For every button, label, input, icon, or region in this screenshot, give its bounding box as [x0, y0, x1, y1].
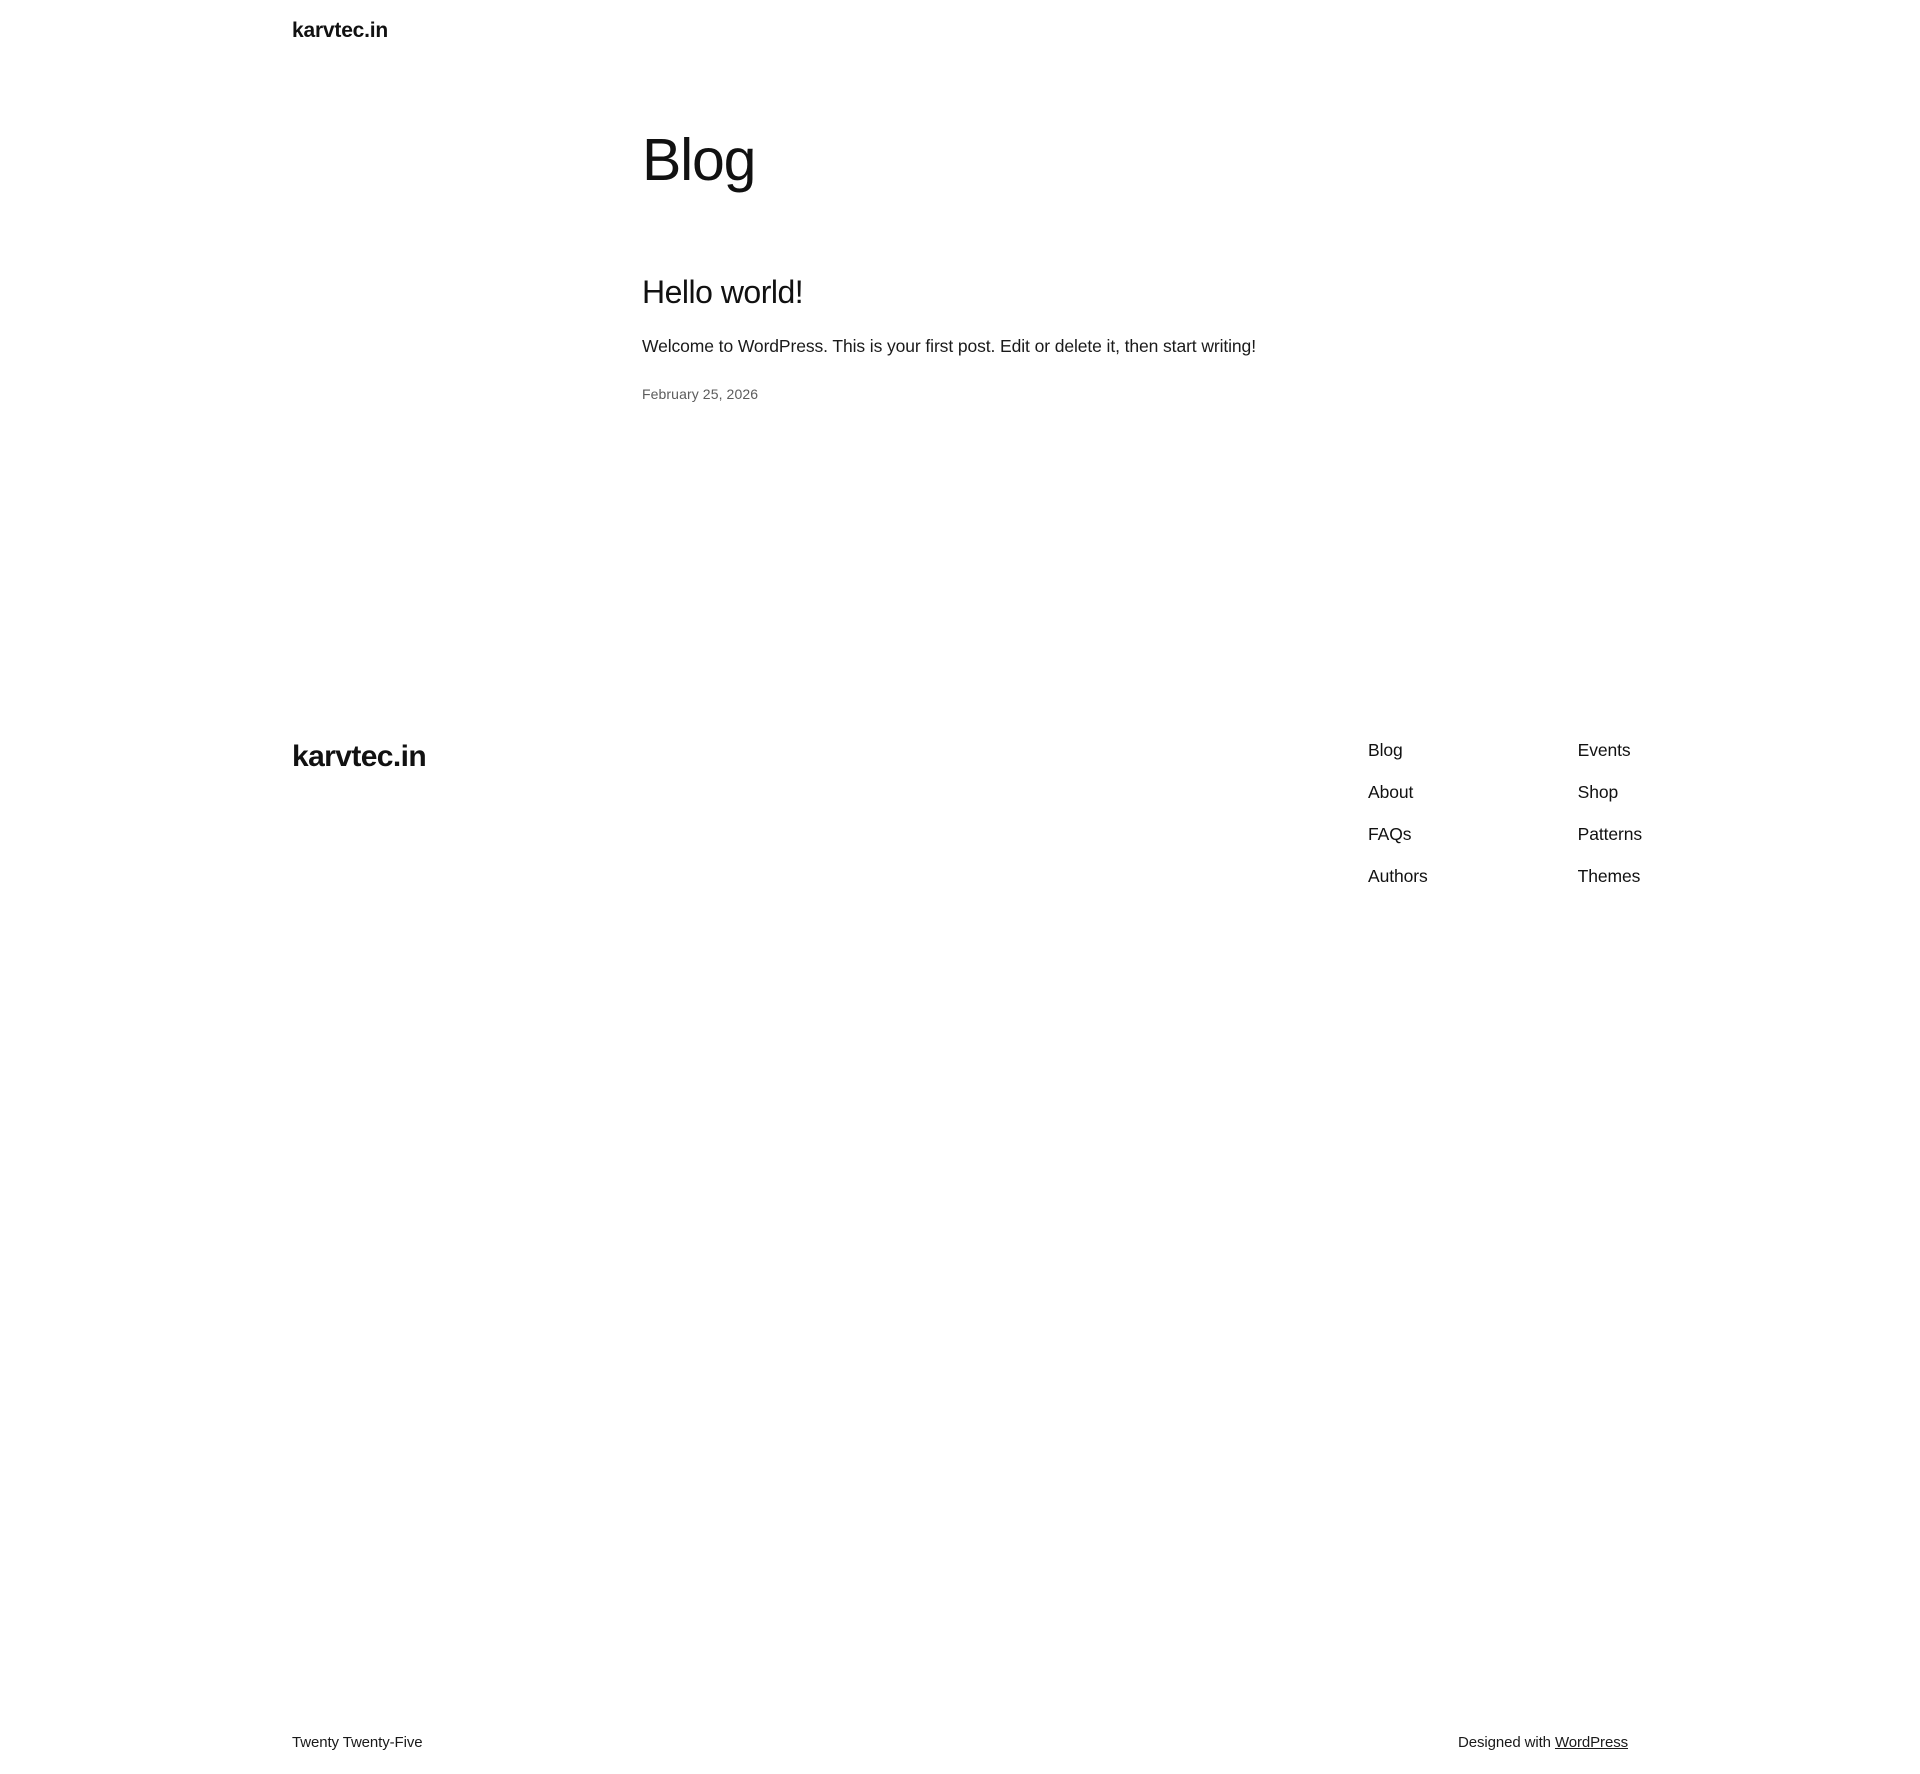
footer-link-authors[interactable]: Authors: [1368, 866, 1428, 886]
footer-link-about[interactable]: About: [1368, 782, 1414, 802]
page-title: Blog: [642, 127, 756, 193]
footer-link-events[interactable]: Events: [1577, 740, 1631, 760]
post-title-link[interactable]: Hello world!: [642, 273, 804, 310]
theme-name: Twenty Twenty-Five: [292, 1734, 423, 1751]
wordpress-link[interactable]: WordPress: [1554, 1734, 1628, 1751]
list-item: [642, 273, 1542, 403]
post-date: February 25, 2026: [642, 386, 759, 403]
post-title: [642, 273, 1542, 311]
footer-link-patterns[interactable]: Patterns: [1577, 824, 1642, 844]
footer-nav-column-2: [1578, 740, 1642, 887]
post-list: [642, 273, 1542, 403]
footer-nav-column-1: [1368, 740, 1428, 887]
site-title-link[interactable]: karvtec.in: [292, 19, 389, 42]
footer-bottom-bar: [0, 1734, 1920, 1774]
footer-brand-link[interactable]: karvtec.in: [292, 740, 427, 773]
footer-link-blog[interactable]: Blog: [1368, 740, 1403, 760]
site-header: [292, 18, 388, 43]
footer-link-themes[interactable]: Themes: [1577, 866, 1641, 886]
main-content: [642, 128, 1542, 402]
footer-navigation: [1368, 740, 1642, 887]
footer-link-faqs[interactable]: FAQs: [1368, 824, 1412, 844]
footer-inner: [0, 712, 1920, 942]
credit-prefix: Designed with: [1457, 1734, 1555, 1751]
footer-link-shop[interactable]: Shop: [1577, 782, 1619, 802]
site-footer: [0, 712, 1920, 1751]
designed-with-credit: [1458, 1734, 1628, 1751]
post-excerpt: Welcome to WordPress. This is your first post. Edit or delete it, then start writing!: [642, 336, 1256, 357]
